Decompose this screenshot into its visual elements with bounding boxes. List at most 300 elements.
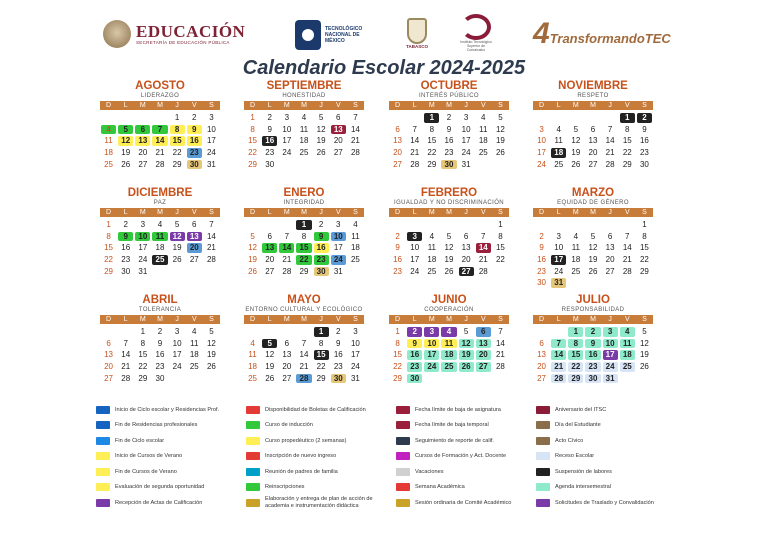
weekday-label: L: [556, 102, 561, 109]
day-cell: 4: [429, 231, 435, 241]
weekday-label: M: [446, 102, 452, 109]
weekday-label: J: [608, 316, 612, 323]
legend-item: [396, 480, 535, 496]
day-cell: 20: [461, 255, 471, 265]
legend-label: Recepción de Actas de Calificación: [115, 499, 203, 506]
day-cell: 7: [209, 220, 214, 229]
weekday-label: L: [123, 209, 128, 216]
month-value: TOLERANCIA: [138, 307, 182, 313]
day-cell: 14: [350, 124, 360, 134]
day-cell: 15: [169, 135, 186, 147]
month-value: INTERÉS PÚBLICO: [418, 93, 479, 99]
day-cell: 29: [622, 159, 632, 169]
day-cell: 4: [157, 220, 163, 229]
day-cell: 3: [406, 231, 423, 243]
day-cell: 25: [478, 148, 488, 158]
day-cell: 7: [481, 231, 486, 241]
weekday-label: L: [123, 316, 128, 323]
day-cell: 5: [642, 327, 647, 336]
weekday-label: L: [267, 102, 272, 109]
day-cell: 5: [318, 113, 324, 122]
day-cell: 10: [134, 231, 151, 243]
header: [0, 14, 768, 54]
month-name: SEPTIEMBRE: [266, 80, 342, 92]
day-cell: 30: [440, 159, 457, 171]
day-cell: 13: [282, 350, 292, 360]
day-cell: 24: [206, 148, 216, 158]
weekday-label: V: [624, 102, 630, 109]
month-septiembre: [244, 80, 364, 170]
day-cell: 9: [186, 124, 203, 136]
empty-cell: [134, 112, 151, 124]
day-cell: 22: [138, 362, 148, 372]
day-cell: 7: [550, 338, 567, 350]
day-cell: 5: [573, 124, 579, 134]
day-cell: 26: [121, 159, 131, 169]
legend-column: [536, 402, 675, 511]
day-cell: 6: [284, 338, 290, 348]
day-cell: 28: [550, 373, 567, 385]
legend-label: Solicitudes de Traslado y Convalidación: [555, 499, 654, 506]
weekday-header: [100, 208, 220, 217]
day-grid: [100, 219, 220, 277]
weekday-label: J: [608, 102, 612, 109]
day-cell: 13: [588, 136, 598, 146]
weekday-label: L: [412, 209, 417, 216]
legend-label: Disponibilidad de Boletas de Calificación: [265, 406, 366, 413]
day-cell: 29: [316, 373, 326, 383]
day-cell: 1: [567, 326, 584, 338]
day-cell: 30: [406, 373, 423, 385]
day-cell: 9: [336, 338, 341, 348]
day-cell: 5: [117, 124, 134, 136]
day-cell: 28: [478, 266, 488, 276]
day-cell: 24: [554, 266, 564, 276]
weekday-label: M: [139, 209, 146, 216]
day-cell: 18: [189, 350, 199, 360]
day-cell: 1: [395, 327, 400, 336]
day-cell: 13: [393, 136, 403, 146]
empty-cell: [550, 326, 567, 338]
day-cell: 8: [395, 338, 400, 348]
day-cell: 31: [461, 159, 471, 169]
day-cell: 24: [461, 148, 471, 158]
weekday-label: S: [642, 316, 647, 323]
weekday-label: L: [267, 209, 272, 216]
month-noviembre: [533, 80, 653, 170]
day-cell: 9: [267, 124, 272, 134]
day-cell: 22: [427, 148, 437, 158]
weekday-label: S: [498, 102, 503, 109]
day-cell: 17: [461, 136, 471, 146]
empty-cell: [261, 219, 278, 231]
month-diciembre: [100, 187, 220, 277]
day-cell: 18: [619, 349, 636, 361]
day-cell: 2: [336, 327, 341, 336]
day-cell: 24: [410, 266, 420, 276]
month-value: LIDERAZGO: [140, 93, 180, 99]
day-cell: 5: [250, 231, 255, 241]
day-cell: 30: [155, 373, 165, 383]
weekday-label: S: [353, 209, 358, 216]
legend-swatch: [246, 421, 260, 429]
day-grid: [389, 112, 509, 170]
day-cell: 10: [172, 338, 182, 348]
day-cell: 25: [571, 266, 581, 276]
day-cell: 10: [554, 243, 564, 253]
day-cell: 1: [295, 219, 312, 231]
day-cell: 8: [642, 231, 647, 241]
day-cell: 12: [248, 243, 258, 253]
day-cell: 8: [140, 338, 146, 348]
day-cell: 4: [573, 231, 579, 241]
weekday-label: J: [319, 316, 323, 323]
tnm-logo: [295, 20, 373, 50]
legend-item: [536, 402, 675, 418]
legend-item: [536, 495, 675, 511]
month-name: JUNIO: [431, 294, 467, 306]
month-marzo: [533, 187, 653, 289]
legend-swatch: [96, 483, 110, 491]
day-cell: 6: [192, 220, 197, 229]
day-cell: 17: [138, 243, 148, 253]
tt-logo-text: TransformandoTEC: [549, 31, 671, 46]
legend-label: Acto Cívico: [555, 437, 584, 444]
weekday-label: M: [428, 102, 435, 109]
day-cell: 10: [410, 243, 420, 253]
day-cell: 30: [330, 373, 347, 385]
day-cell: 19: [172, 243, 182, 253]
day-cell: 16: [186, 135, 203, 147]
day-cell: 7: [498, 327, 503, 336]
empty-cell: [406, 112, 423, 124]
empty-cell: [278, 219, 295, 231]
day-cell: 4: [440, 326, 457, 338]
weekday-label: M: [590, 209, 596, 216]
day-cell: 24: [172, 362, 182, 372]
day-grid: [533, 326, 653, 384]
legend-swatch: [246, 468, 260, 476]
weekday-header: [389, 315, 509, 324]
day-cell: 31: [138, 266, 148, 276]
legend-swatch: [246, 499, 260, 507]
weekday-label: J: [608, 209, 612, 216]
weekday-label: V: [624, 209, 630, 216]
legend-item: [96, 418, 235, 434]
weekday-header: [533, 101, 653, 110]
day-cell: 15: [639, 243, 649, 253]
day-cell: 10: [206, 124, 216, 134]
day-cell: 15: [104, 243, 114, 253]
legend-label: Aniversario del ITSC: [555, 406, 607, 413]
day-cell: 11: [440, 338, 457, 350]
day-cell: 15: [248, 136, 258, 146]
weekday-label: D: [250, 102, 256, 109]
day-cell: 8: [169, 124, 186, 136]
empty-cell: [584, 112, 601, 124]
legend-swatch: [396, 499, 410, 507]
legend-column: [96, 402, 235, 511]
day-cell: 14: [605, 136, 615, 146]
shield-icon: [407, 18, 427, 44]
day-cell: 15: [295, 242, 312, 254]
legend-label: Fecha límite de baja de asignatura: [415, 406, 501, 413]
day-cell: 27: [393, 159, 403, 169]
weekday-label: J: [464, 316, 468, 323]
weekday-label: M: [428, 316, 435, 323]
day-cell: 30: [313, 266, 330, 278]
day-grid: [244, 112, 364, 170]
weekday-label: V: [191, 316, 197, 323]
month-julio: [533, 294, 653, 384]
weekday-label: M: [572, 316, 579, 323]
day-cell: 28: [495, 362, 505, 372]
day-cell: 1: [313, 326, 330, 338]
day-cell: 23: [313, 254, 330, 266]
day-cell: 16: [155, 350, 165, 360]
day-cell: 18: [550, 147, 567, 159]
day-cell: 7: [625, 231, 630, 241]
day-cell: 28: [282, 266, 292, 276]
weekday-label: V: [480, 102, 486, 109]
day-cell: 10: [602, 338, 619, 350]
day-cell: 28: [295, 373, 312, 385]
day-cell: 28: [410, 159, 420, 169]
empty-cell: [244, 326, 261, 338]
day-cell: 7: [284, 231, 290, 241]
month-febrero: [389, 187, 509, 277]
day-cell: 24: [330, 254, 347, 266]
day-cell: 13: [261, 242, 278, 254]
day-cell: 28: [121, 373, 131, 383]
day-cell: 19: [121, 148, 131, 158]
day-cell: 26: [206, 362, 216, 372]
day-cell: 21: [282, 255, 292, 265]
day-cell: 17: [282, 136, 292, 146]
day-cell: 25: [440, 361, 457, 373]
legend-swatch: [396, 483, 410, 491]
empty-cell: [550, 219, 567, 231]
day-cell: 11: [190, 338, 199, 348]
day-cell: 27: [265, 266, 275, 276]
day-cell: 6: [607, 231, 613, 241]
day-cell: 12: [588, 243, 598, 253]
day-cell: 17: [206, 136, 216, 146]
day-cell: 15: [622, 136, 632, 146]
day-cell: 5: [174, 220, 180, 229]
edu-logo-subtext: SECRETARÍA DE EDUCACIÓN PÚBLICA: [136, 40, 230, 45]
legend-item: [96, 480, 235, 496]
legend-swatch: [96, 437, 110, 445]
day-cell: 23: [121, 255, 131, 265]
month-abril: [100, 294, 220, 384]
day-cell: 11: [104, 136, 113, 146]
day-cell: 16: [121, 243, 131, 253]
day-cell: 20: [393, 148, 403, 158]
day-cell: 11: [248, 350, 257, 360]
legend-label: Fecha límite de baja temporal: [415, 422, 489, 428]
day-cell: 26: [265, 373, 275, 383]
legend-item: [396, 464, 535, 480]
day-cell: 9: [406, 338, 423, 350]
day-cell: 21: [495, 350, 505, 360]
legend-swatch: [246, 452, 260, 460]
day-cell: 22: [248, 148, 258, 158]
day-cell: 12: [169, 231, 186, 243]
weekday-label: M: [157, 316, 163, 323]
month-name: MAYO: [287, 294, 321, 306]
day-cell: 24: [537, 159, 547, 169]
weekday-header: [533, 208, 653, 217]
day-cell: 14: [299, 350, 309, 360]
day-cell: 7: [151, 124, 168, 136]
day-cell: 22: [295, 254, 312, 266]
day-cell: 19: [495, 136, 505, 146]
day-cell: 9: [395, 243, 400, 253]
day-cell: 13: [104, 350, 114, 360]
day-cell: 6: [267, 231, 272, 241]
day-cell: 13: [461, 243, 471, 253]
day-cell: 24: [602, 361, 619, 373]
day-cell: 18: [440, 349, 457, 361]
weekday-label: V: [480, 316, 486, 323]
day-cell: 27: [458, 266, 475, 278]
day-cell: 11: [554, 136, 563, 146]
day-cell: 21: [155, 148, 165, 158]
legend-item: [246, 480, 385, 496]
weekday-label: M: [139, 102, 146, 109]
empty-cell: [567, 112, 584, 124]
day-cell: 26: [458, 361, 475, 373]
weekday-label: V: [335, 316, 341, 323]
day-cell: 8: [250, 124, 255, 134]
day-cell: 5: [463, 327, 469, 336]
day-cell: 18: [478, 136, 488, 146]
day-cell: 15: [313, 349, 330, 361]
day-cell: 2: [406, 326, 423, 338]
day-grid: [244, 326, 364, 384]
day-cell: 7: [607, 124, 613, 134]
month-name: NOVIEMBRE: [558, 80, 628, 92]
day-cell: 21: [550, 361, 567, 373]
day-cell: 2: [539, 231, 544, 241]
weekday-label: D: [250, 316, 256, 323]
day-cell: 6: [539, 338, 544, 348]
day-cell: 14: [278, 242, 295, 254]
day-cell: 31: [350, 373, 360, 383]
weekday-header: [533, 315, 653, 324]
weekday-label: M: [446, 209, 452, 216]
empty-cell: [584, 219, 601, 231]
day-cell: 3: [284, 113, 290, 122]
legend-label: Agenda intersemestral: [555, 484, 611, 490]
legend-item: [536, 449, 675, 465]
day-cell: 15: [138, 350, 148, 360]
month-value: PAZ: [153, 200, 167, 206]
weekday-label: S: [209, 316, 214, 323]
month-name: AGOSTO: [135, 80, 185, 92]
weekday-label: L: [412, 102, 417, 109]
legend-column: [396, 402, 535, 511]
weekday-header: [244, 315, 364, 324]
day-cell: 2: [318, 220, 324, 229]
day-cell: 20: [588, 148, 598, 158]
day-cell: 16: [444, 136, 454, 146]
day-cell: 25: [619, 361, 636, 373]
day-cell: 3: [423, 326, 440, 338]
day-cell: 5: [590, 231, 596, 241]
weekday-label: V: [191, 102, 197, 109]
empty-cell: [533, 112, 550, 124]
day-cell: 12: [458, 338, 475, 350]
day-cell: 13: [605, 243, 615, 253]
day-cell: 31: [206, 159, 216, 169]
day-cell: 23: [537, 266, 547, 276]
day-cell: 26: [639, 362, 649, 372]
weekday-label: L: [267, 316, 272, 323]
day-cell: 22: [104, 255, 114, 265]
weekday-header: [389, 101, 509, 110]
day-cell: 22: [622, 148, 632, 158]
legend-swatch: [246, 483, 260, 491]
day-cell: 11: [571, 243, 580, 253]
legend-label: Inicio de Cursos de Verano: [115, 453, 183, 459]
day-cell: 29: [393, 373, 403, 383]
legend-item: [246, 464, 385, 480]
day-cell: 12: [495, 124, 505, 134]
day-cell: 27: [588, 159, 598, 169]
legend-label: Seguimiento de reporte de calif.: [415, 437, 494, 444]
day-cell: 11: [299, 124, 309, 134]
month-name: ENERO: [283, 187, 325, 199]
day-cell: 10: [330, 231, 347, 243]
legend-swatch: [536, 452, 550, 460]
day-cell: 6: [475, 326, 492, 338]
legend-swatch: [536, 499, 550, 507]
weekday-label: J: [319, 102, 323, 109]
day-cell: 19: [248, 255, 258, 265]
tnm-logo-text: TECNOLÓGICO NACIONAL DE MÉXICO: [325, 26, 363, 44]
weekday-label: D: [539, 102, 545, 109]
day-cell: 1: [498, 220, 503, 229]
legend-swatch: [96, 452, 110, 460]
day-cell: 12: [316, 124, 326, 134]
day-cell: 20: [282, 362, 292, 372]
month-name: FEBRERO: [420, 187, 478, 199]
day-cell: 16: [537, 255, 547, 265]
day-cell: 14: [550, 349, 567, 361]
day-cell: 2: [157, 327, 163, 336]
legend-swatch: [396, 437, 410, 445]
weekday-label: M: [157, 209, 163, 216]
day-cell: 16: [333, 350, 343, 360]
day-cell: 4: [353, 220, 358, 229]
weekday-label: D: [539, 209, 545, 216]
day-cell: 31: [333, 266, 343, 276]
day-cell: 27: [475, 361, 492, 373]
legend-label: Suspensión de labores: [555, 468, 612, 475]
day-cell: 26: [248, 266, 258, 276]
day-cell: 17: [350, 350, 360, 360]
day-cell: 8: [567, 338, 584, 350]
day-cell: 6: [134, 124, 151, 136]
day-cell: 16: [406, 349, 423, 361]
legend-swatch: [96, 406, 110, 414]
legend-item: [536, 480, 675, 496]
weekday-label: S: [209, 209, 214, 216]
legend-item: [246, 433, 385, 449]
empty-cell: [261, 326, 278, 338]
